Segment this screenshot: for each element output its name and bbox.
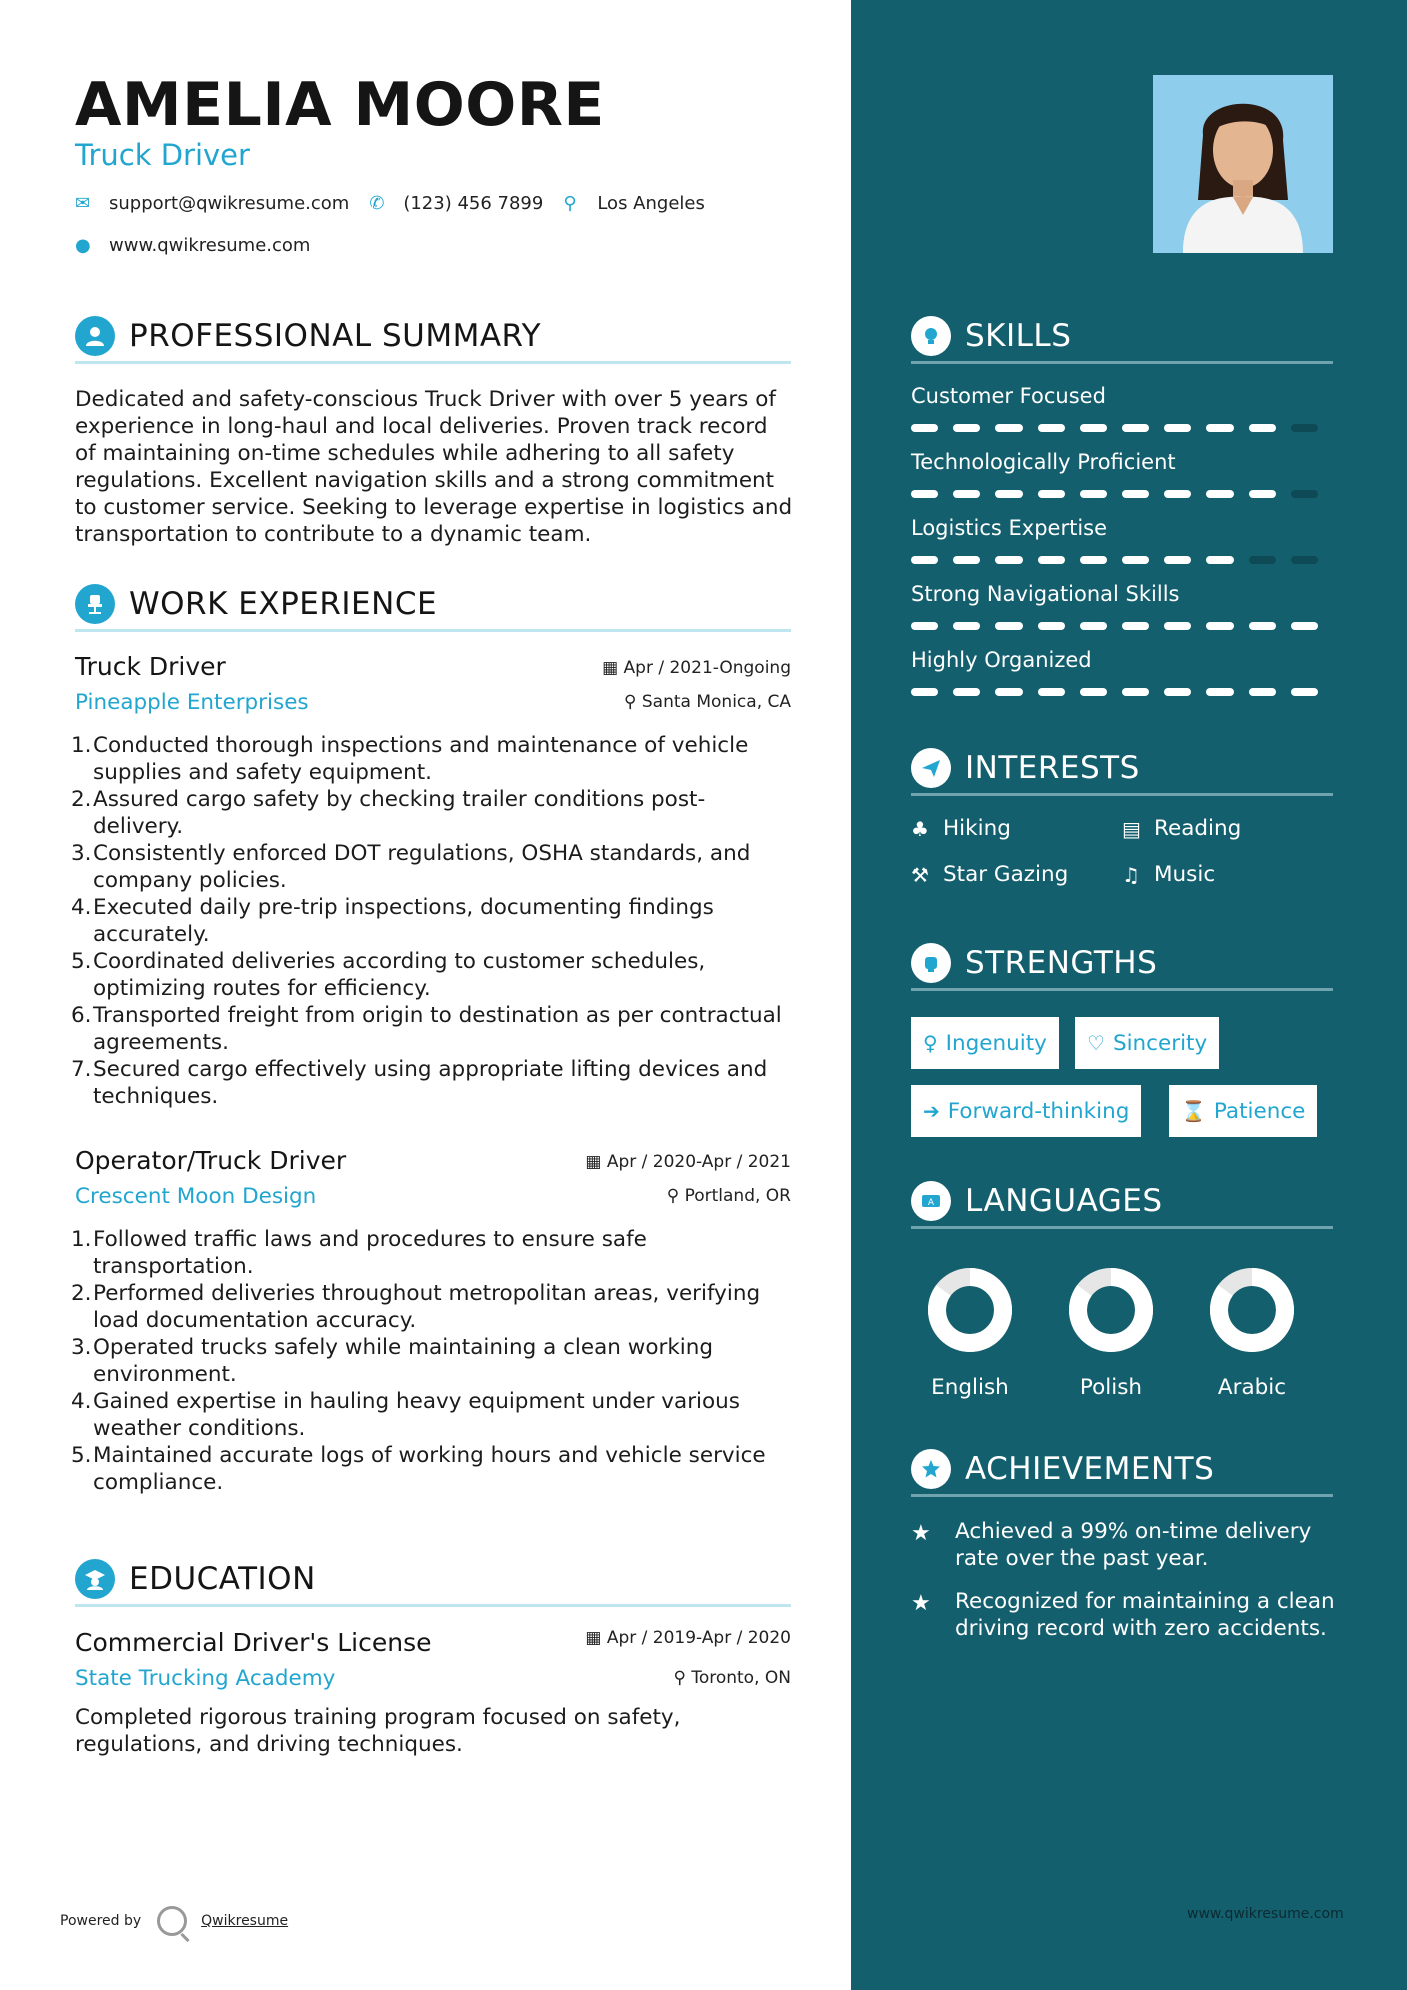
skill-dash [1080, 556, 1107, 564]
list-item: 1. Followed traffic laws and procedures to ensure safe transportation. [71, 1227, 647, 1279]
candidate-name: AMELIA MOORE [75, 70, 605, 140]
paper-plane-icon [911, 748, 951, 788]
job-company: Pineapple Enterprises [75, 690, 309, 715]
strength-label: Ingenuity [945, 1030, 1047, 1056]
achievement-text: Recognized for maintaining a clean driving record with zero accidents. [955, 1589, 1335, 1641]
envelope-icon: ✉ [75, 193, 91, 214]
skill-dash [911, 490, 938, 498]
experience-title: WORK EXPERIENCE [129, 585, 438, 622]
skill-name: Strong Navigational Skills [911, 582, 1180, 606]
language-donut [1066, 1265, 1156, 1355]
shooting-star-icon: ★ [911, 1591, 931, 1616]
strength-badge [911, 1085, 1141, 1137]
job-entry [71, 652, 791, 1122]
skill-dash [1206, 622, 1233, 630]
skill-dash [1038, 688, 1065, 696]
skill-dash [1164, 556, 1191, 564]
sidebar [851, 0, 1407, 1990]
phone-icon: ✆ [369, 193, 385, 214]
hourglass-icon: ⌛ [1181, 1099, 1206, 1123]
pin-icon: ⚲ [666, 1186, 685, 1206]
skill-dash [1291, 424, 1318, 432]
skill-name: Logistics Expertise [911, 516, 1108, 540]
job-entry [71, 1146, 791, 1516]
skill-dash [953, 556, 980, 564]
languages-heading [911, 1175, 1333, 1229]
globe-icon: ● [75, 235, 91, 256]
education-entry [75, 1628, 791, 1778]
degree-title: Commercial Driver's License [75, 1628, 432, 1657]
skill-dash [995, 490, 1022, 498]
skill-dash [1080, 490, 1107, 498]
skill-dash [1080, 622, 1107, 630]
job-location-text: Santa Monica, CA [641, 692, 791, 712]
gavel-icon: ⚒ [911, 862, 929, 887]
skill-name: Highly Organized [911, 648, 1092, 672]
calendar-icon: ▦ [585, 1628, 607, 1648]
skill-name: Technologically Proficient [911, 450, 1176, 474]
music-icon: ♫ [1122, 862, 1140, 887]
language-donut [925, 1265, 1015, 1355]
skill-dash [1122, 556, 1149, 564]
skill-dash [911, 688, 938, 696]
language-name: English [931, 1375, 1009, 1400]
candidate-title: Truck Driver [75, 138, 250, 172]
strength-label: Sincerity [1112, 1030, 1208, 1056]
skill-dash [1249, 556, 1276, 564]
skill-level-bar [911, 490, 1333, 498]
achievement-item [911, 1588, 1341, 1642]
skill-level-bar [911, 556, 1333, 564]
strengths-heading [911, 937, 1333, 991]
interests-heading [911, 742, 1333, 796]
contact-email[interactable]: support@qwikresume.com [109, 193, 350, 214]
book-icon: ▤ [1122, 816, 1141, 841]
list-item: 7. Secured cargo effectively using appropriate lifting devices and techniques. [71, 1057, 768, 1109]
language-name: Polish [1079, 1375, 1143, 1400]
strength-badge [911, 1017, 1059, 1069]
skill-level-bar [911, 424, 1333, 432]
skill-dash [1164, 490, 1191, 498]
graduate-icon [75, 1559, 115, 1599]
list-item: 5. Maintained accurate logs of working hours and vehicle service compliance. [71, 1443, 766, 1495]
summary-heading [75, 310, 791, 364]
strength-label: Patience [1213, 1098, 1306, 1124]
skill-dash [1206, 424, 1233, 432]
education-location [673, 1668, 791, 1688]
education-description: Completed rigorous training program focused on safety, regulations, and driving techniques. [75, 1705, 681, 1757]
list-item: 1. Conducted thorough inspections and maintenance of vehicle supplies and safety equipment. [71, 733, 749, 785]
contact-phone[interactable]: (123) 456 7899 [403, 193, 544, 214]
skill-dash [1291, 622, 1318, 630]
interest-item [1122, 816, 1241, 841]
pin-icon: ⚲ [673, 1668, 692, 1688]
job-date-text: Apr / 2020-Apr / 2021 [606, 1152, 791, 1172]
skill-dash [1206, 556, 1233, 564]
star-badge-icon [911, 1449, 951, 1489]
contact-website[interactable]: www.qwikresume.com [109, 235, 311, 256]
skill-dash [1080, 424, 1107, 432]
lightbulb-icon: ♀ [923, 1031, 938, 1055]
skill-level-bar [911, 622, 1333, 630]
profile-photo [1153, 75, 1333, 253]
education-title: EDUCATION [129, 1560, 316, 1597]
skill-dash [1249, 424, 1276, 432]
skill-dash [995, 424, 1022, 432]
interest-label: Hiking [943, 816, 1011, 841]
skill-dash [1206, 688, 1233, 696]
qwikresume-logo-icon [157, 1906, 187, 1936]
list-item: 4. Gained expertise in hauling heavy equipment under various weather conditions. [71, 1389, 741, 1441]
skill-name: Customer Focused [911, 384, 1106, 408]
language-item [1182, 1265, 1322, 1400]
svg-text:A: A [927, 1197, 935, 1208]
powered-by-label: Powered by [60, 1913, 142, 1929]
skills-heading [911, 310, 1333, 364]
skill-dash [1122, 688, 1149, 696]
contact-row-2 [75, 235, 330, 256]
job-date [585, 1152, 791, 1172]
skill-level-bar [911, 688, 1333, 696]
skill-dash [1122, 490, 1149, 498]
list-item: 2. Assured cargo safety by checking trailer conditions post-delivery. [71, 787, 706, 839]
skill-item [911, 516, 1333, 564]
skill-dash [1038, 490, 1065, 498]
job-company: Crescent Moon Design [75, 1184, 317, 1209]
strength-badge [1169, 1085, 1317, 1137]
skill-dash [1206, 490, 1233, 498]
summary-text: Dedicated and safety-conscious Truck Driver with over 5 years of experience in long-haul and local deliveries. Proven track record of maintaining on-time schedules while adhering to all safety regulations. Excellent navigation skills and a strong commitment to customer service. Seeking to leverage expertise in logistics and transportation to contribute to a dynamic team. [75, 387, 793, 547]
contact-location: Los Angeles [597, 193, 705, 214]
list-item: 2. Performed deliveries throughout metropolitan areas, verifying load documentation accuracy. [71, 1281, 761, 1333]
pin-icon: ⚲ [624, 692, 642, 712]
skill-dash [1291, 688, 1318, 696]
powered-by [60, 1906, 288, 1936]
skill-dash [1080, 688, 1107, 696]
fist-icon [911, 943, 951, 983]
user-icon [75, 316, 115, 356]
skill-dash [995, 556, 1022, 564]
achievement-text: Achieved a 99% on-time delivery rate over the past year. [955, 1519, 1312, 1571]
skill-dash [911, 622, 938, 630]
map-pin-icon: ⚲ [563, 193, 577, 214]
education-date-text: Apr / 2019-Apr / 2020 [606, 1628, 791, 1648]
job-duties [71, 1226, 793, 1496]
arrow-right-icon: ➔ [923, 1099, 940, 1123]
skill-dash [911, 424, 938, 432]
footer-url[interactable]: www.qwikresume.com [1187, 1906, 1344, 1922]
achievements-heading [911, 1443, 1333, 1497]
skill-dash [911, 556, 938, 564]
list-item: 4. Executed daily pre-trip inspections, documenting findings accurately. [71, 895, 714, 947]
school-name: State Trucking Academy [75, 1666, 336, 1691]
skill-dash [953, 490, 980, 498]
achievements-title: ACHIEVEMENTS [965, 1450, 1215, 1487]
language-item [900, 1265, 1040, 1400]
achievement-item [911, 1518, 1341, 1572]
job-duties [71, 732, 793, 1110]
job-title: Truck Driver [75, 652, 226, 681]
skill-item [911, 450, 1333, 498]
interest-label: Music [1154, 862, 1216, 887]
job-title: Operator/Truck Driver [75, 1146, 347, 1175]
interest-item [1122, 862, 1215, 887]
calendar-icon: ▦ [585, 1152, 607, 1172]
skill-dash [1038, 424, 1065, 432]
lightbulb-icon [911, 316, 951, 356]
job-location [667, 1186, 791, 1206]
skill-dash [1164, 688, 1191, 696]
brand-link[interactable]: Qwikresume [201, 1913, 289, 1929]
language-donut [1207, 1265, 1297, 1355]
language-item [1041, 1265, 1181, 1400]
interest-label: Star Gazing [943, 862, 1069, 887]
skill-dash [1164, 424, 1191, 432]
skill-dash [1038, 556, 1065, 564]
strength-label: Forward-thinking [947, 1098, 1130, 1124]
languages-title: LANGUAGES [965, 1182, 1163, 1219]
office-chair-icon [75, 584, 115, 624]
interest-item [911, 862, 1068, 887]
tree-icon: ♣ [911, 816, 929, 841]
skill-item [911, 384, 1333, 432]
interest-item [911, 816, 1011, 841]
skill-item [911, 648, 1333, 696]
job-location [624, 692, 791, 712]
experience-heading [75, 578, 791, 632]
calendar-icon: ▦ [602, 658, 624, 678]
skill-dash [1249, 490, 1276, 498]
list-item: 3. Operated trucks safely while maintaining a clean working environment. [71, 1335, 714, 1387]
interests-title: INTERESTS [965, 749, 1140, 786]
strength-badge [1075, 1017, 1219, 1069]
summary-title: PROFESSIONAL SUMMARY [129, 317, 542, 354]
education-heading [75, 1553, 791, 1607]
skill-dash [1038, 622, 1065, 630]
skill-dash [1249, 688, 1276, 696]
language-name: Arabic [1217, 1375, 1287, 1400]
heart-icon: ♡ [1087, 1031, 1105, 1055]
skill-dash [1291, 556, 1318, 564]
skill-dash [1122, 424, 1149, 432]
education-location-text: Toronto, ON [691, 1668, 791, 1688]
skill-dash [1164, 622, 1191, 630]
interest-label: Reading [1154, 816, 1242, 841]
skill-item [911, 582, 1333, 630]
skill-dash [1122, 622, 1149, 630]
skill-dash [1291, 490, 1318, 498]
education-date [585, 1628, 791, 1648]
skills-title: SKILLS [965, 317, 1072, 354]
list-item: 5. Coordinated deliveries according to customer schedules, optimizing routes for efficiency. [71, 949, 706, 1001]
skill-dash [1249, 622, 1276, 630]
job-date-text: Apr / 2021-Ongoing [623, 658, 791, 678]
language-icon [911, 1181, 951, 1221]
job-location-text: Portland, OR [684, 1186, 791, 1206]
skill-dash [995, 622, 1022, 630]
list-item: 3. Consistently enforced DOT regulations, OSHA standards, and company policies. [71, 841, 751, 893]
job-date [602, 658, 791, 678]
list-item: 6. Transported freight from origin to destination as per contractual agreements. [71, 1003, 782, 1055]
skill-dash [953, 622, 980, 630]
contact-row [75, 193, 725, 214]
skill-dash [953, 424, 980, 432]
skill-dash [995, 688, 1022, 696]
strengths-title: STRENGTHS [965, 944, 1158, 981]
shooting-star-icon: ★ [911, 1521, 931, 1546]
skill-dash [953, 688, 980, 696]
